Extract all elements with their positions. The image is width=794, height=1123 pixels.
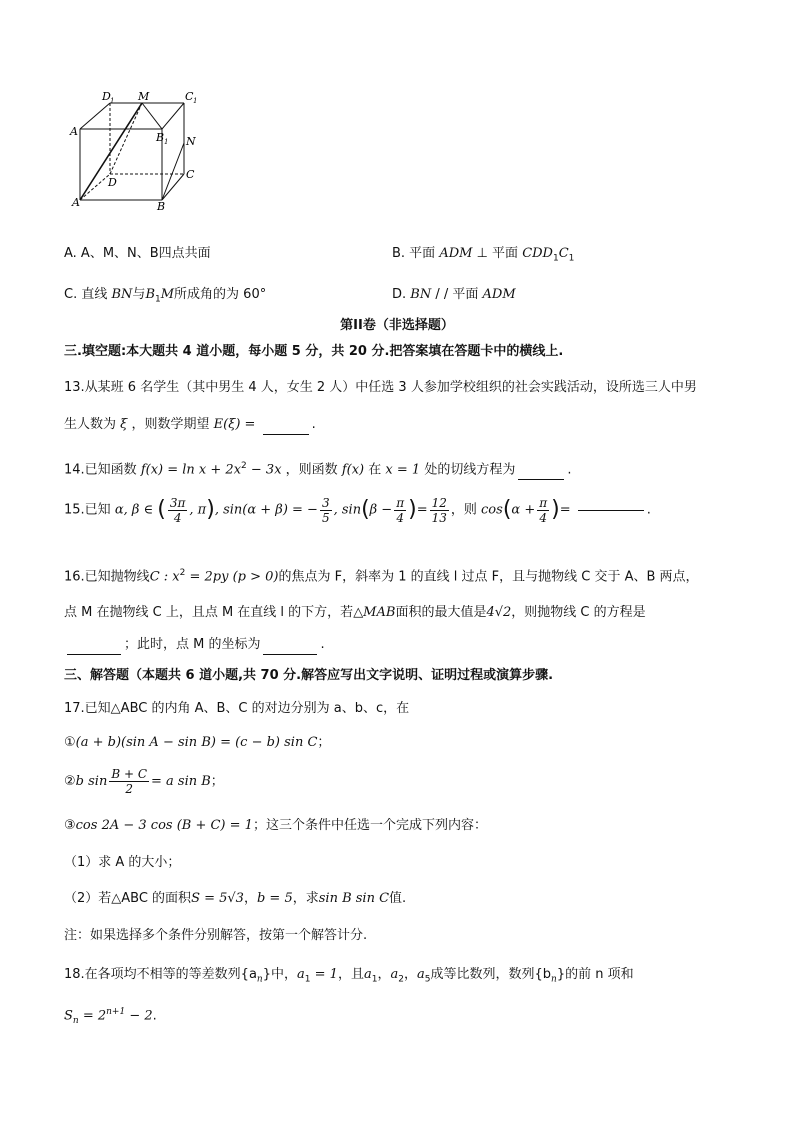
q12-option-b: B. 平面 ADM ⊥ 平面 $CDD_1C_1$ (392, 246, 575, 264)
q16-line-2: 点 M 在抛物线 C 上，且点 M 在直线 l 的下方，若△MAB面积的最大值是4√2，则抛物线 C 的方程是 (64, 605, 646, 620)
q17-condition-3: ③cos 2A − 3 cos (B + C) = 1；这三个条件中任选一个完成下列内容： (64, 818, 487, 833)
fill-blank-heading: 三.填空题:本大题共 4 道小题，每小题 5 分，共 20 分.把答案填在答题卡中的横线上. (64, 344, 564, 359)
label-C1: C (185, 90, 194, 103)
label-C: C (186, 168, 195, 181)
edge-A1D1 (80, 103, 110, 129)
q17-intro: 17.已知△ABC 的内角 A、B、C 的对边分别为 a、b、c，在 (64, 701, 410, 716)
q17-part-1: （1）求 A 的大小； (64, 855, 181, 870)
section-2-title: 第II卷（非选择题） (340, 318, 454, 333)
q15-line: 15.已知 α, β ∈ ( $\frac{3\pi}{4}$ , π), sin(α + β) = − $\frac{3}{5}$ , sin(β − $\frac{\pi}{4}$ )= $\frac{12}{13}$ ，则 cos(α + $\frac{\pi}{4}$ )= . (64, 495, 651, 525)
q13-line-1: 13.从某班 6 名学生（其中男生 4 人，女生 2 人）中任选 3 人参加学校组织的社会实践活动，设所选三人中男 (64, 380, 697, 395)
q12-option-c: C. 直线 BN与$B_1M$所成角的为 60° (64, 287, 267, 305)
q12-option-a: A. A、M、N、B四点共面 (64, 246, 211, 261)
label-B1: B (156, 131, 165, 144)
q16-line-3: ；此时，点 M 的坐标为 . (64, 635, 754, 655)
label-C1-sub: 1 (193, 97, 198, 105)
q12-option-d: D. BN / / 平面 ADM (392, 287, 516, 302)
q18-line-2: $S_n = 2^{n+1} - 2$. (64, 1007, 157, 1026)
label-D1: D (102, 90, 111, 103)
q17-condition-1: ①(a + b)(sin A − sin B) = (c − b) sin C； (64, 735, 331, 750)
q13-answer-blank[interactable] (263, 434, 309, 435)
q17-condition-2: ②b sin $\frac{B + C}{2}$ = a sin B； (64, 767, 224, 796)
label-D1-sub: 1 (110, 97, 115, 105)
q17-note: 注：如果选择多个条件分别解答，按第一个解答计分. (64, 928, 368, 943)
edge-BN (162, 143, 184, 200)
label-B: B (157, 200, 166, 213)
edge-MB1 (142, 103, 162, 129)
q16-answer-blank-1[interactable] (67, 654, 121, 655)
q16-answer-blank-2[interactable] (263, 654, 317, 655)
q14-line: 14.已知函数 $f(x) = \ln x + 2x^2 - 3x$ ，则函数 f(x) 在 x = 1 处的切线方程为 . (64, 456, 754, 480)
q14-answer-blank[interactable] (518, 479, 564, 480)
edge-BC (162, 174, 184, 200)
cube-figure (68, 88, 208, 213)
q13-line-2: 生人数为 ξ ，则数学期望 E(ξ) = . (64, 415, 754, 435)
q17-part-2: （2）若△ABC 的面积S = 5√3，b = 5，求sin B sin C值. (64, 891, 407, 906)
label-D: D (108, 176, 117, 189)
q18-line-1: 18.在各项均不相等的等差数列$\{a_n\}$中，$a_1 = 1$，且$a_1$，$a_2$，$a_5$成等比数列，数列$\{b_n\}$的前 n 项和 (64, 967, 634, 985)
label-M: M (138, 90, 150, 103)
edge-DM (110, 103, 142, 174)
q15-answer-blank[interactable] (578, 510, 644, 511)
label-A: A (72, 196, 80, 209)
label-B1-sub: 1 (164, 138, 169, 146)
answer-section-heading: 三、解答题（本题共 6 道小题,共 70 分.解答应写出文字说明、证明过程或演算步骤. (64, 668, 554, 683)
label-N: N (186, 135, 196, 148)
edge-B1C1 (162, 103, 184, 129)
q16-line-1: 16.已知抛物线C : $x^2 = 2py$ (p > 0)的焦点为 F，斜率为 1 的直线 l 过点 F，且与抛物线 C 交于 A、B 两点， (64, 568, 699, 585)
label-A1: A (70, 125, 78, 138)
